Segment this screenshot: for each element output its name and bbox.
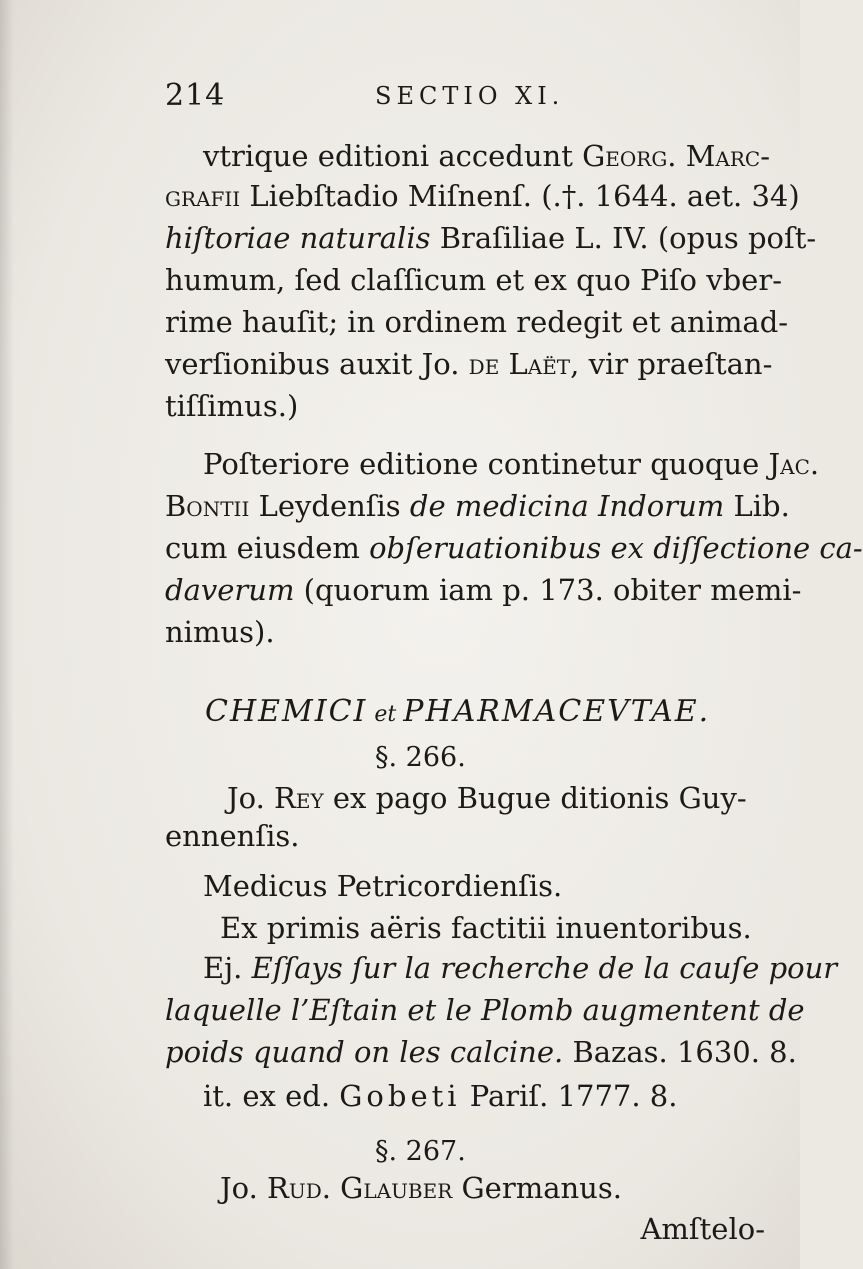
text-line: verſionibus auxit Jo. de Laët, vir praeſtan- [165, 347, 773, 381]
text-line: Medicus Petricordienſis. [203, 869, 563, 903]
text-line: hiſtoriae naturalis Braſiliae L. IV. (opus poſt- [165, 221, 817, 255]
text-line: Jo. Rey ex pago Bugue ditionis Guy- [227, 781, 747, 815]
page-number: 214 [165, 78, 226, 113]
text-line: Bontii Leydenſis de medicina Indorum Lib. [165, 489, 790, 523]
book-title: daverum [165, 573, 295, 607]
section-number: §. 267. [375, 1136, 466, 1167]
page-gutter-shadow [0, 0, 14, 1269]
book-title: obſeruationibus ex diſſectione ca- [369, 531, 863, 565]
page-header [165, 78, 765, 118]
text-line: vtrique editioni accedunt Georg. Marc- [203, 139, 771, 173]
editor-name: Gobeti [339, 1079, 461, 1113]
book-title: hiſtoriae naturalis [165, 221, 431, 255]
catchword: Amſtelo- [640, 1212, 765, 1246]
author-name: grafii [165, 179, 241, 213]
text-line: rime hauſit; in ordinem redegit et animad- [165, 305, 789, 339]
text-line: ennenſis. [165, 819, 300, 853]
author-name: Rud. Glauber [267, 1171, 453, 1205]
author-name: de Laët [468, 347, 571, 381]
text-line: it. ex ed. Gobeti Pariſ. 1777. 8. [203, 1079, 678, 1113]
author-name: Rey [274, 781, 324, 815]
author-name: Jac. [768, 447, 820, 481]
running-head: SECTIO XI. [375, 82, 565, 110]
book-title: laquelle l’Eſtain et le Plomb augmentent de [165, 993, 805, 1027]
author-name: Georg. Marc- [582, 139, 771, 173]
text-line: grafii Liebſtadio Miſnenſ. (.†. 1644. aet. 34) [165, 179, 800, 213]
text-line: Ex primis aëris factitii inuentoribus. [220, 911, 752, 945]
text-line: humum, ſed claſſicum et ex quo Piſo vber- [165, 263, 782, 297]
text-line: Jo. Rud. Glauber Germanus. [220, 1171, 622, 1205]
text-line: cum eiusdem obſeruationibus ex diſſectione ca- [165, 531, 863, 565]
text-line: nimus). [165, 615, 275, 649]
section-heading: CHEMICI et PHARMACEVTAE. [205, 694, 711, 729]
text-line: poids quand on les calcine. Bazas. 1630. 8. [165, 1035, 797, 1069]
text-line [165, 992, 805, 1028]
text-line: daverum (quorum iam p. 173. obiter memi- [165, 573, 802, 607]
book-title: Eſſays ſur la recherche de la cauſe pour [251, 951, 838, 985]
book-title: de medicina Indorum [409, 489, 725, 523]
text-line: Ej. Eſſays ſur la recherche de la cauſe pour [203, 951, 838, 985]
section-number: §. 266. [375, 742, 466, 773]
text-line: Poſteriore editione continetur quoque Jac. [203, 447, 820, 481]
text-line: tiſſimus.) [165, 389, 299, 423]
book-title: poids quand on les calcine. [165, 1035, 564, 1069]
author-name: Bontii [165, 489, 250, 523]
